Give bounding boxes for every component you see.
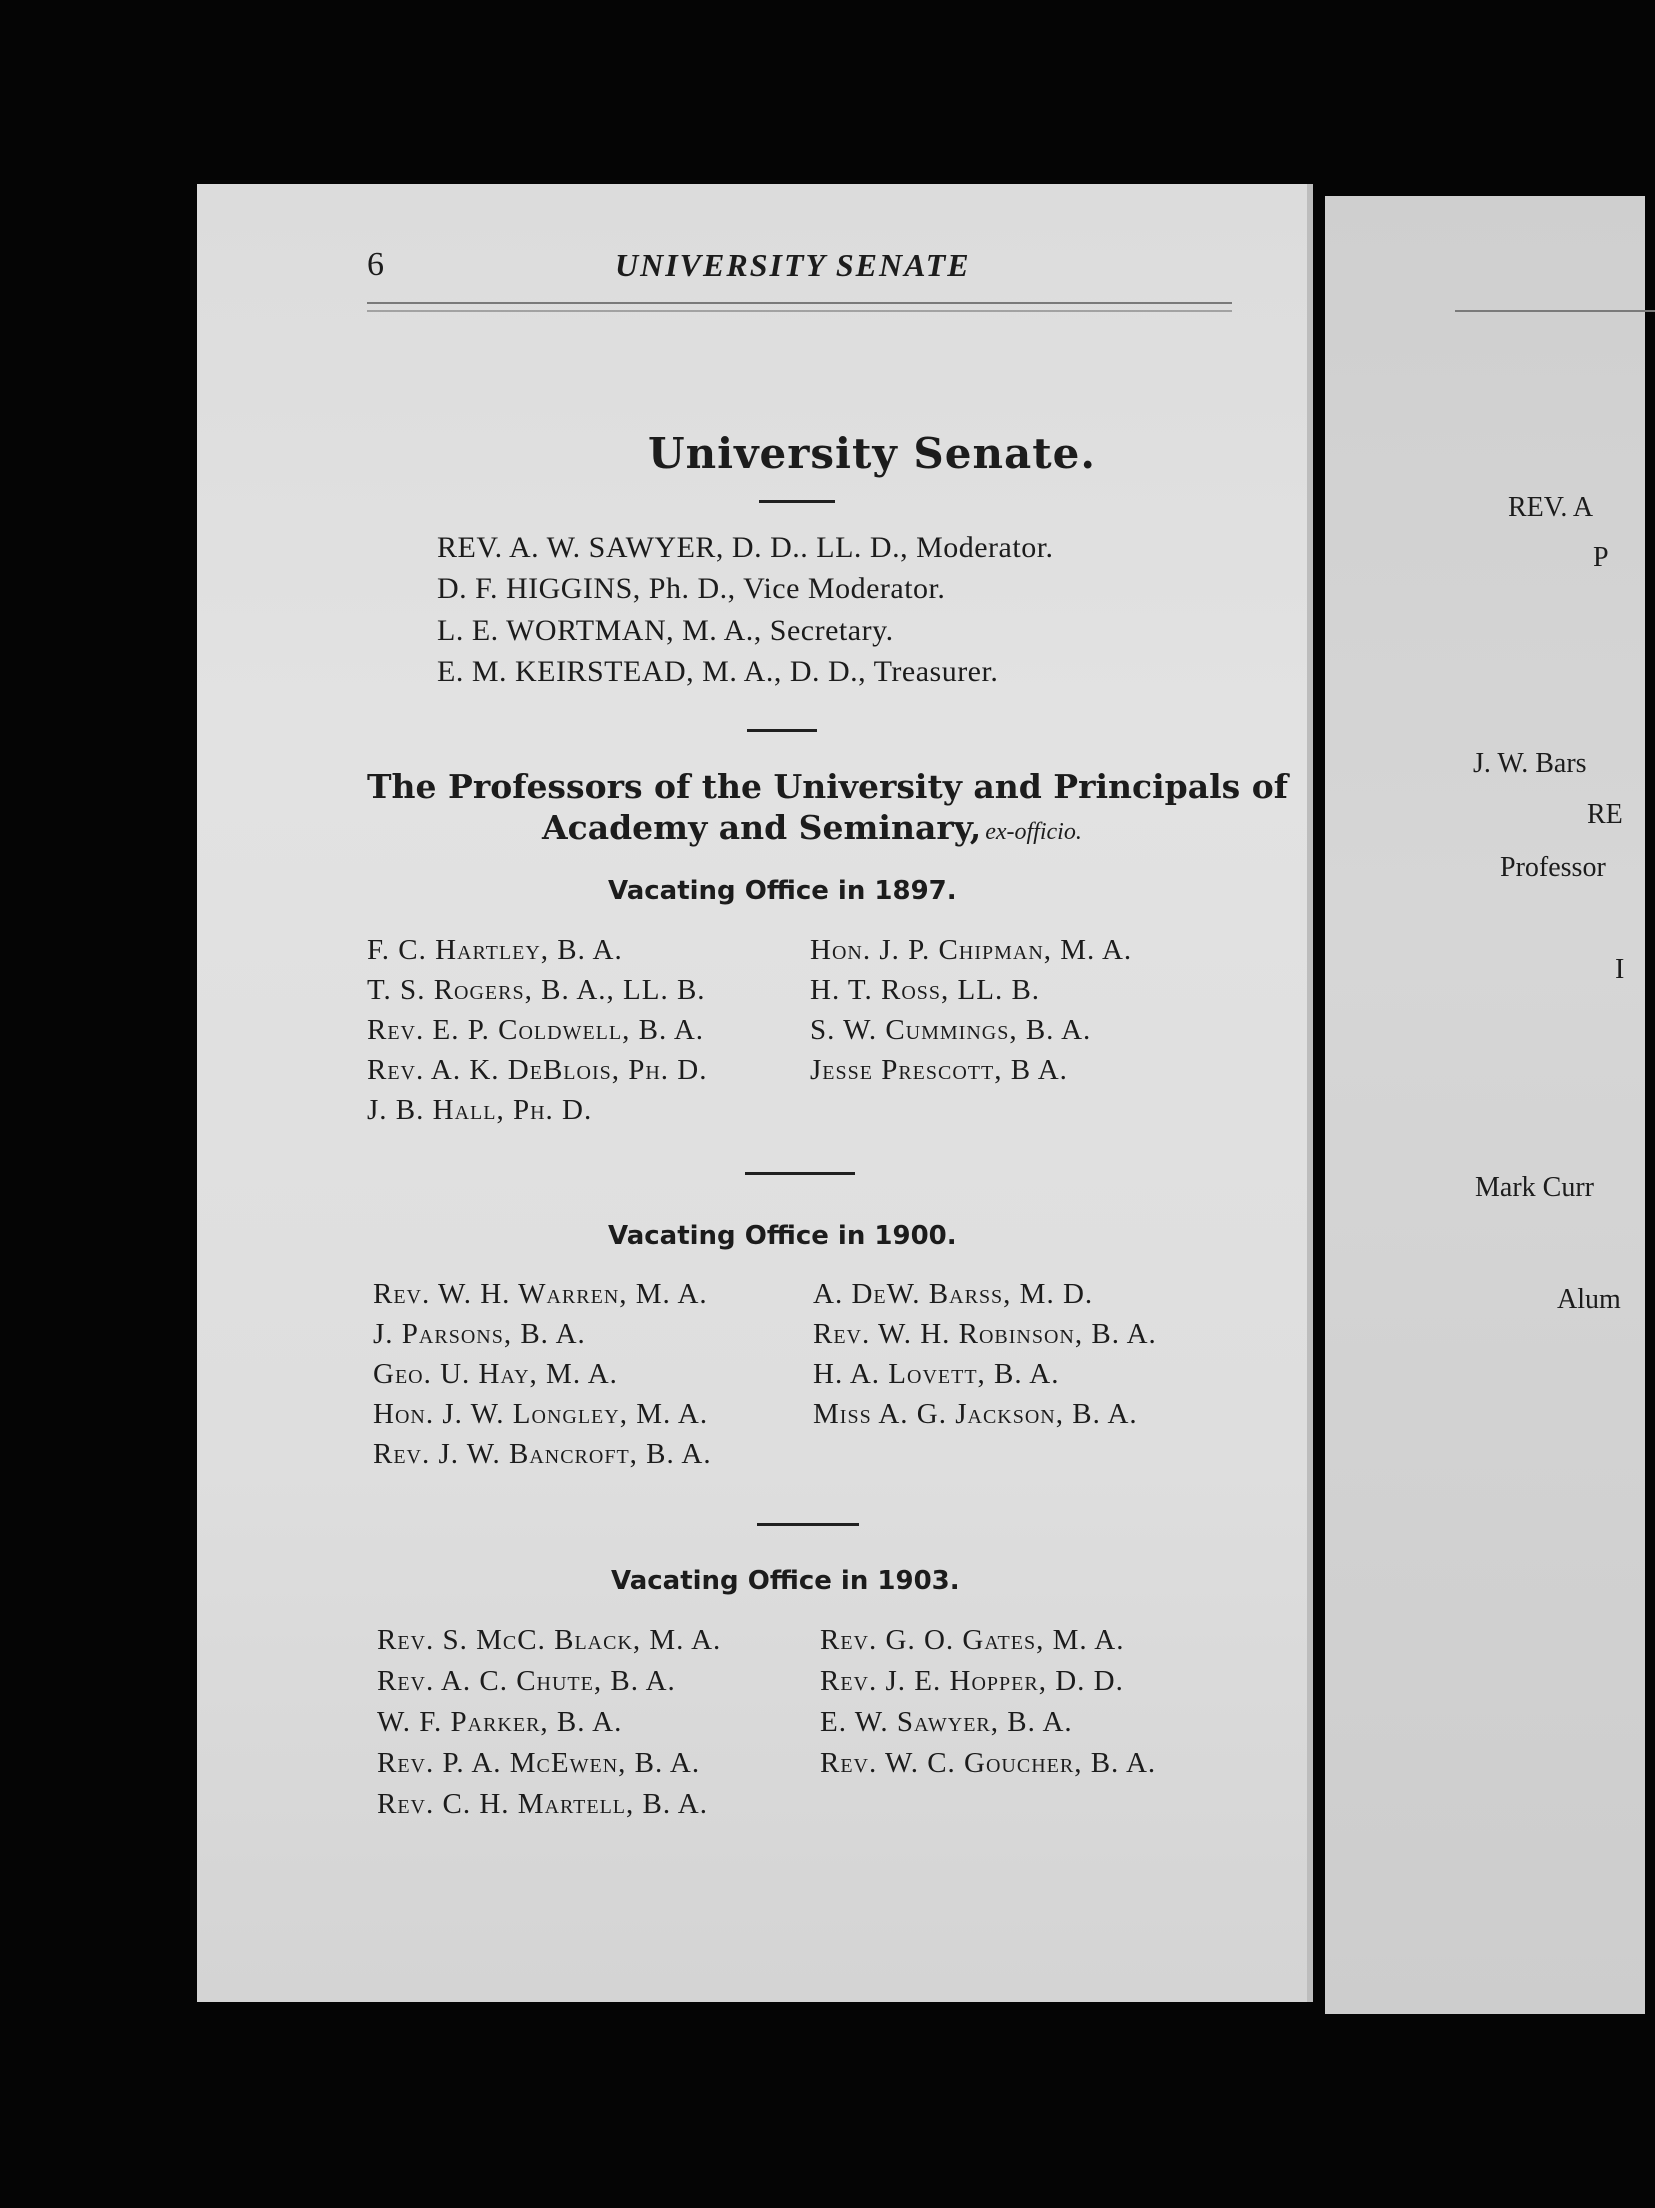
facing-text: Mark Curr (1475, 1172, 1594, 1203)
title-divider (759, 500, 835, 503)
header-rule (367, 302, 1232, 304)
section-divider (745, 1172, 855, 1175)
member-name: Rev. S. McC. Black, M. A. (377, 1624, 722, 1656)
member-name: Rev. J. W. Bancroft, B. A. (373, 1438, 712, 1470)
member-name: J. B. Hall, Ph. D. (367, 1094, 593, 1126)
facing-text: RE (1587, 799, 1623, 830)
ex-officio-line-2 (542, 808, 1082, 847)
member-name: Rev. C. H. Martell, B. A. (377, 1788, 708, 1820)
member-name: Rev. A. K. DeBlois, Ph. D. (367, 1054, 708, 1086)
section-heading-1900: Vacating Office in 1900. (608, 1221, 957, 1251)
facing-header-rule (1455, 310, 1655, 312)
member-name: Jesse Prescott, B A. (810, 1054, 1068, 1086)
page-title: University Senate. (648, 429, 1096, 478)
member-name: Geo. U. Hay, M. A. (373, 1358, 618, 1390)
member-name: Rev. A. C. Chute, B. A. (377, 1665, 676, 1697)
member-name: S. W. Cummings, B. A. (810, 1014, 1092, 1046)
member-name: Rev. J. E. Hopper, D. D. (820, 1665, 1124, 1697)
member-name: Rev. W. H. Robinson, B. A. (813, 1318, 1157, 1350)
book-page-right-partial (1325, 196, 1645, 2014)
officer-line: D. F. HIGGINS, Ph. D., Vice Moderator. (437, 572, 946, 605)
header-rule-2 (367, 310, 1232, 312)
member-name: J. Parsons, B. A. (373, 1318, 586, 1350)
section-heading-1903: Vacating Office in 1903. (611, 1566, 960, 1596)
member-name: H. T. Ross, LL. B. (810, 974, 1041, 1006)
facing-text: REV. A (1508, 492, 1594, 523)
member-name: Miss A. G. Jackson, B. A. (813, 1398, 1138, 1430)
facing-text: J. W. Bars (1473, 748, 1587, 779)
member-name: H. A. Lovett, B. A. (813, 1358, 1060, 1390)
member-name: A. DeW. Barss, M. D. (813, 1278, 1094, 1310)
facing-text: Alum (1557, 1284, 1621, 1315)
page-number: 6 (367, 246, 384, 283)
officers-divider (747, 729, 817, 732)
member-name: Hon. J. W. Longley, M. A. (373, 1398, 709, 1430)
ex-officio-line-1: The Professors of the University and Principals of (367, 767, 1288, 806)
officer-line: L. E. WORTMAN, M. A., Secretary. (437, 614, 894, 647)
member-name: W. F. Parker, B. A. (377, 1706, 623, 1738)
member-name: T. S. Rogers, B. A., LL. B. (367, 974, 706, 1006)
ex-officio-institutions: Academy and Seminary, (542, 808, 982, 847)
member-name: Hon. J. P. Chipman, M. A. (810, 934, 1133, 966)
book-page-left (197, 184, 1313, 2002)
ex-officio-note: ex-officio. (985, 819, 1082, 845)
member-name: Rev. E. P. Coldwell, B. A. (367, 1014, 705, 1046)
facing-text: Professor (1500, 852, 1606, 883)
member-name: Rev. W. H. Warren, M. A. (373, 1278, 708, 1310)
officer-line: E. M. KEIRSTEAD, M. A., D. D., Treasurer. (437, 655, 999, 688)
member-name: E. W. Sawyer, B. A. (820, 1706, 1073, 1738)
member-name: Rev. P. A. McEwen, B. A. (377, 1747, 701, 1779)
member-name: Rev. W. C. Goucher, B. A. (820, 1747, 1157, 1779)
section-heading-1897: Vacating Office in 1897. (608, 876, 957, 906)
officer-line: REV. A. W. SAWYER, D. D.. LL. D., Moderator. (437, 531, 1054, 564)
running-title: UNIVERSITY SENATE (615, 247, 971, 283)
member-name: Rev. G. O. Gates, M. A. (820, 1624, 1125, 1656)
facing-text: I (1615, 954, 1625, 985)
section-divider (757, 1523, 859, 1526)
member-name: F. C. Hartley, B. A. (367, 934, 623, 966)
facing-text: P (1593, 542, 1609, 573)
